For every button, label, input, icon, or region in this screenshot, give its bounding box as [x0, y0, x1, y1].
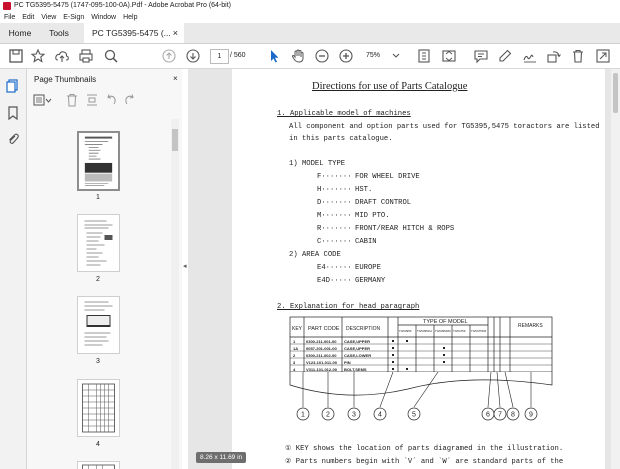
- model-desc: HST.: [355, 186, 373, 194]
- row-desc: CASE,UPPER: [344, 346, 371, 351]
- collapse-panel-arrow-icon[interactable]: ◂: [183, 263, 187, 270]
- row-key: 3: [293, 360, 296, 365]
- zoom-out-icon[interactable]: [314, 48, 330, 64]
- table-header-key: KEY: [292, 326, 303, 332]
- chevron-down-icon[interactable]: [388, 48, 404, 64]
- thumbnail-toolbar: [27, 91, 182, 111]
- bookmark-star-icon[interactable]: [30, 48, 46, 64]
- head-paragraph-diagram: [288, 315, 558, 423]
- highlight-pen-icon[interactable]: [497, 48, 513, 64]
- document-scrollbar[interactable]: [611, 69, 620, 469]
- zoom-level[interactable]: 75%: [366, 52, 381, 59]
- hand-tool-icon[interactable]: [290, 48, 306, 64]
- row-key: 1A: [293, 346, 299, 351]
- thumbnail-page-3[interactable]: [77, 296, 120, 354]
- thumbnail-number: 4: [96, 441, 100, 448]
- callout-number: 8: [511, 411, 515, 419]
- menu-bar: [0, 12, 620, 23]
- panel-scrollbar-thumb[interactable]: [172, 129, 178, 151]
- tab-tools[interactable]: Tools: [49, 28, 69, 38]
- model-desc: FRONT/REAR HITCH & ROPS: [355, 225, 455, 233]
- area-code-heading: 2) AREA CODE: [289, 251, 341, 259]
- model-code: D·······: [317, 199, 352, 207]
- comment-icon[interactable]: [473, 48, 489, 64]
- area-code: E4······: [317, 264, 352, 272]
- document-title: Directions for use of Parts Catalogue: [312, 81, 468, 92]
- window-title: PC TG5395-5475 (1747-095-100-0A).Pdf - Adobe Acrobat Pro (64-bit): [14, 2, 231, 9]
- thumbnail-page-2[interactable]: [77, 214, 120, 272]
- page-size-badge: 8.26 x 11.69 in: [196, 452, 246, 463]
- rotate-counterclockwise-icon[interactable]: [104, 93, 118, 107]
- panel-scrollbar[interactable]: [171, 119, 179, 469]
- upload-cloud-icon[interactable]: [54, 48, 70, 64]
- menu-window[interactable]: Window: [91, 14, 117, 21]
- row-desc: CASE,UPPER: [344, 339, 371, 344]
- scroll-mode-icon[interactable]: [441, 48, 457, 64]
- model-column-header: TG5475F: [453, 329, 466, 333]
- row-desc: PIN: [344, 360, 351, 365]
- model-column-header: TG5395F: [399, 329, 412, 333]
- document-scrollbar-thumb[interactable]: [613, 73, 618, 113]
- next-page-icon[interactable]: [185, 48, 201, 64]
- model-code: H·······: [317, 186, 352, 194]
- row-part: 0300-211-002-00: [306, 353, 337, 358]
- rotate-clockwise-icon[interactable]: [123, 93, 137, 107]
- extract-page-icon[interactable]: [85, 93, 99, 107]
- callout-number: 9: [529, 411, 533, 419]
- acrobat-logo-icon: [3, 2, 11, 10]
- tab-document[interactable]: [84, 23, 184, 43]
- print-icon[interactable]: [78, 48, 94, 64]
- model-desc: CABIN: [355, 238, 377, 246]
- table-header-part: PART CODE: [308, 326, 340, 332]
- page-thumbnails-icon[interactable]: [6, 79, 20, 93]
- save-icon[interactable]: [8, 48, 24, 64]
- section-1-text: in this parts catalogue.: [289, 135, 393, 143]
- delete-page-icon[interactable]: [65, 93, 79, 107]
- note-text: ① KEY shows the location of parts diagramed in the illustration.: [285, 445, 564, 453]
- area-code: E4D·····: [317, 277, 352, 285]
- tab-home[interactable]: Home: [8, 28, 32, 38]
- model-code: F·······: [317, 173, 352, 181]
- thumbnail-page-1[interactable]: [77, 131, 120, 191]
- thumbnail-number: 1: [96, 194, 100, 201]
- note-text: ② Parts numbers begin with `V´ and `W´ are standard parts of the: [285, 458, 564, 466]
- menu-esign[interactable]: E-Sign: [63, 14, 85, 21]
- fit-page-icon[interactable]: [416, 48, 432, 64]
- callout-number: 7: [498, 411, 502, 419]
- tab-document-label: PC TG5395-5475 (...: [92, 28, 171, 38]
- thumbnail-number: 2: [96, 276, 100, 283]
- model-desc: FOR WHEEL DRIVE: [355, 173, 420, 181]
- zoom-in-icon[interactable]: [338, 48, 354, 64]
- row-part: 0300-211-001-00: [306, 339, 337, 344]
- thumbnail-page-1-preview: [79, 133, 118, 189]
- model-column-header: TG5475FM: [471, 329, 487, 333]
- menu-file[interactable]: File: [4, 14, 16, 21]
- section-2-heading: 2. Explanation for head paragraph: [277, 303, 420, 311]
- trash-icon[interactable]: [570, 48, 586, 64]
- menu-edit[interactable]: Edit: [22, 14, 35, 21]
- thumbnail-page-4-preview: [78, 380, 119, 436]
- close-panel-icon[interactable]: ×: [173, 74, 178, 83]
- left-navigation-rail: [0, 69, 27, 469]
- model-code: C·······: [317, 238, 352, 246]
- row-key: 4: [293, 367, 296, 372]
- row-key: 2: [293, 353, 296, 358]
- panel-title: Page Thumbnails: [34, 75, 97, 84]
- section-1-heading: 1. Applicable model of machines: [277, 110, 411, 118]
- model-column-header: TG5395FH: [417, 329, 432, 333]
- table-header-desc: DESCRIPTION: [346, 326, 381, 332]
- area-desc: GERMANY: [355, 277, 386, 285]
- thumbnail-page-5-preview: [78, 462, 119, 469]
- section-1-text: All component and option parts used for TG5395,5475 toractors are listed: [289, 123, 600, 131]
- row-part: 0057-201-001-00: [306, 346, 337, 351]
- title-bar: [0, 0, 620, 12]
- callout-number: 4: [378, 411, 382, 419]
- thumbnail-options-icon[interactable]: [33, 93, 53, 107]
- thumbnail-list: [27, 119, 172, 469]
- thumbnail-page-5[interactable]: [77, 461, 120, 469]
- callout-number: 5: [412, 411, 416, 419]
- more-tools-icon[interactable]: [595, 48, 611, 64]
- model-type-heading: 1) MODEL TYPE: [289, 160, 346, 168]
- tab-bar: [0, 23, 620, 44]
- select-cursor-icon[interactable]: [266, 48, 282, 64]
- menu-view[interactable]: View: [41, 14, 57, 21]
- table-header-remarks: REMARKS: [518, 323, 543, 329]
- model-code: R·······: [317, 225, 352, 233]
- previous-page-icon[interactable]: [161, 48, 177, 64]
- thumbnail-page-4[interactable]: [77, 379, 120, 437]
- bookmarks-icon[interactable]: [6, 106, 20, 120]
- rotate-icon[interactable]: [546, 48, 562, 64]
- row-key: 1: [293, 339, 296, 344]
- model-desc: MID PTO.: [355, 212, 390, 220]
- thumbnail-page-2-preview: [78, 215, 119, 271]
- page-number-input[interactable]: 1: [210, 49, 229, 64]
- thumbnail-page-3-preview: [78, 297, 119, 353]
- model-code: M·······: [317, 212, 352, 220]
- menu-help[interactable]: Help: [123, 14, 138, 21]
- close-tab-icon[interactable]: ×: [172, 28, 178, 38]
- area-desc: EUROPE: [355, 264, 381, 272]
- callout-number: 2: [326, 411, 330, 419]
- sign-icon[interactable]: [522, 48, 538, 64]
- row-desc: CASE,LOWER: [344, 353, 372, 358]
- callout-number: 6: [486, 411, 490, 419]
- attachments-icon[interactable]: [6, 132, 20, 146]
- callout-number: 1: [301, 411, 305, 419]
- model-desc: DRAFT CONTROL: [355, 199, 412, 207]
- page-total: / 560: [230, 52, 246, 59]
- callout-number: 3: [352, 411, 356, 419]
- row-part: V311-101-012-00: [306, 367, 337, 372]
- table-header-type: TYPE OF MODEL: [423, 319, 468, 325]
- row-desc: BOLT,SEMS: [344, 367, 367, 372]
- page-thumbnails-panel: [27, 69, 182, 469]
- model-column-header: TG5395DM: [435, 329, 451, 333]
- search-icon[interactable]: [103, 48, 119, 64]
- toolbar: [0, 44, 620, 69]
- row-part: V123-101-011-00: [306, 360, 337, 365]
- document-page: [232, 69, 605, 469]
- thumbnail-number: 3: [96, 358, 100, 365]
